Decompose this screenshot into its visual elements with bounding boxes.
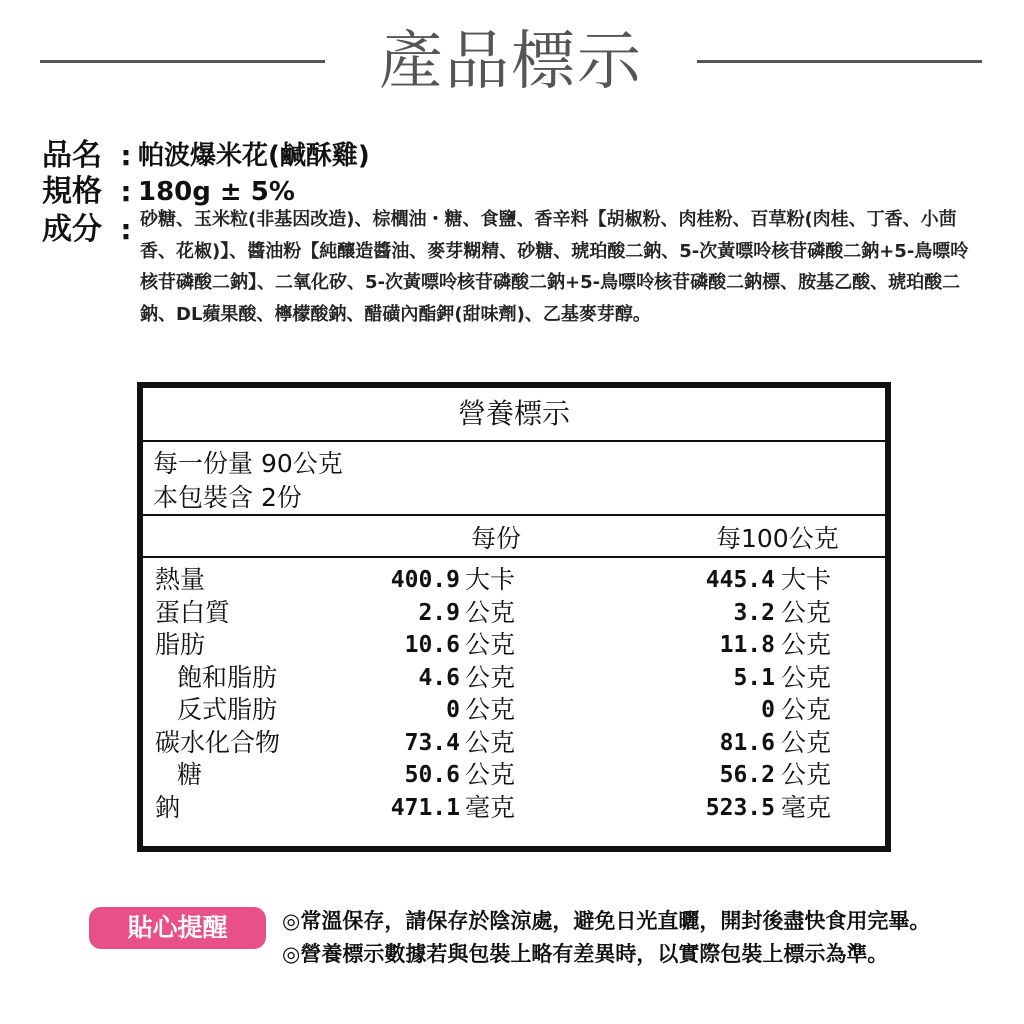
nutrient-unit: 公克 [781, 760, 832, 789]
nutrient-unit: 公克 [781, 727, 832, 757]
colon: : [120, 175, 132, 208]
nutrition-row-fat [143, 629, 885, 662]
nutrient-unit: 公克 [781, 597, 832, 627]
nutrient-unit: 公克 [781, 662, 832, 692]
nutrient-value-per-serving: 2.9 [418, 599, 460, 626]
nutrient-unit: 毫克 [781, 792, 832, 822]
reminder-line-disclaimer: ◎營養標示數據若與包裝上略有差異時，以實際包裝上標示為準。 [282, 942, 889, 966]
nutrient-value-per-serving: 73.4 [404, 729, 460, 756]
nutrient-unit: 公克 [465, 597, 516, 627]
nutrition-divider [143, 514, 885, 516]
product-name-row [42, 138, 370, 174]
nutrient-value-per-100g: 445.4 [705, 567, 775, 593]
nutrient-unit: 公克 [465, 630, 516, 659]
nutrient-value-per-100g: 523.5 [705, 794, 775, 821]
nutrient-value-per-100g: 0 [761, 697, 775, 723]
nutrient-name: 飽和脂肪 [177, 662, 278, 692]
colon: : [120, 213, 132, 246]
nutrient-value-per-serving: 0 [446, 697, 460, 723]
nutrition-row-saturated-fat [143, 662, 885, 695]
nutrient-unit: 大卡 [781, 565, 832, 594]
servings-per-package: 本包裝含 2份 [153, 483, 302, 512]
nutrition-divider [143, 556, 885, 558]
nutrient-value-per-100g: 3.2 [733, 599, 775, 626]
nutrient-name: 蛋白質 [155, 597, 231, 627]
nutrition-rows [143, 564, 885, 824]
nutrient-unit: 公克 [465, 760, 516, 789]
product-spec-value: 180g ± 5% [138, 177, 295, 207]
nutrient-value-per-100g: 11.8 [719, 632, 775, 658]
nutrition-row-sodium [143, 792, 885, 825]
nutrient-name: 糖 [177, 760, 203, 789]
title-divider-left [40, 60, 325, 63]
nutrient-name: 碳水化合物 [155, 727, 281, 757]
nutrient-value-per-serving: 400.9 [390, 567, 460, 593]
nutrient-value-per-100g: 56.2 [719, 762, 775, 788]
nutrient-value-per-100g: 81.6 [719, 729, 775, 756]
nutrition-row-protein [143, 597, 885, 630]
product-name-label: 品名 [42, 138, 102, 173]
product-name-value: 帕波爆米花(鹹酥雞) [138, 141, 370, 171]
colon: : [120, 139, 132, 172]
title-divider-right [697, 60, 982, 63]
nutrient-unit: 毫克 [465, 792, 516, 822]
nutrient-name: 熱量 [155, 565, 206, 594]
col-header-per-serving: 每份 [471, 524, 522, 553]
ingredients-label: 成分 [42, 212, 102, 247]
nutrient-value-per-serving: 10.6 [404, 632, 460, 658]
nutrient-unit: 公克 [465, 727, 516, 757]
nutrition-row-sugar [143, 759, 885, 792]
nutrient-name: 反式脂肪 [177, 695, 278, 724]
nutrient-value-per-serving: 4.6 [418, 664, 460, 691]
nutrition-row-carbohydrate [143, 727, 885, 760]
nutrient-name: 脂肪 [155, 630, 206, 659]
nutrient-value-per-serving: 471.1 [390, 794, 460, 821]
nutrient-value-per-serving: 50.6 [404, 762, 460, 788]
nutrient-name: 鈉 [155, 792, 181, 822]
nutrition-row-trans-fat [143, 694, 885, 727]
nutrient-unit: 公克 [465, 695, 516, 724]
nutrition-facts-table [137, 382, 891, 852]
nutrient-unit: 公克 [781, 630, 832, 659]
nutrition-title: 營養標示 [143, 388, 885, 442]
title-row [0, 22, 1024, 102]
nutrient-unit: 公克 [465, 662, 516, 692]
reminder-line-storage: ◎常溫保存，請保存於陰涼處，避免日光直曬，開封後盡快食用完畢。 [282, 909, 931, 933]
ingredients-value: 砂糖、玉米粒(非基因改造)、棕櫚油・糖、食鹽、香辛料【胡椒粉、肉桂粉、百草粉(肉桂、丁香、小茴香、花椒)】、醬油粉【純釀造醬油、麥芽糊精、砂糖、琥珀酸二鈉、5-次黃嘌呤核苷磷酸二鈉+5-鳥嘌呤核苷磷酸二鈉】、二氧化矽、5-次黃嘌呤核苷磷酸二鈉+5-鳥嘌呤核苷磷酸二鈉標、胺基乙酸、琥珀酸二鈉、DL蘋果酸、檸檬酸鈉、醋磺內酯鉀(甜味劑)、乙基麥芽醇。 [140, 209, 969, 325]
nutrient-value-per-100g: 5.1 [733, 664, 775, 691]
page-title: 產品標示 [379, 25, 643, 99]
reminder-text [282, 905, 930, 971]
nutrient-unit: 公克 [781, 695, 832, 724]
nutrient-unit: 大卡 [465, 565, 516, 594]
product-ingredients-row [42, 212, 138, 248]
product-spec-label: 規格 [42, 174, 102, 209]
nutrition-row-energy [143, 564, 885, 597]
reminder-badge: 貼心提醒 [89, 907, 266, 949]
serving-size: 每一份量 90公克 [153, 449, 343, 478]
col-header-per-100g: 每100公克 [716, 524, 839, 553]
